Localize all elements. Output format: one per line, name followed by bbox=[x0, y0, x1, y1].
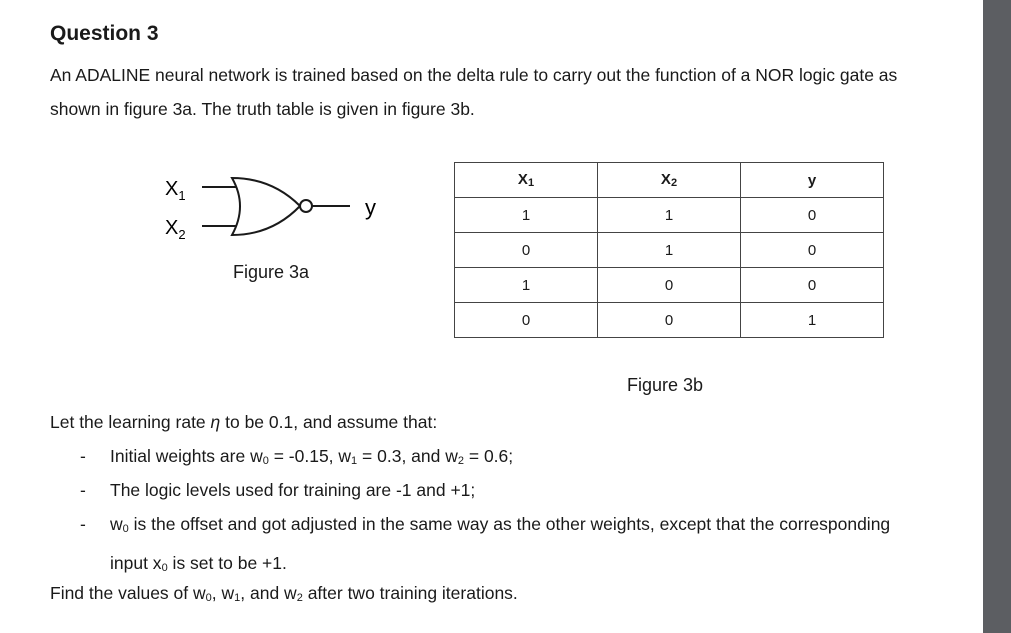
intro-paragraph: An ADALINE neural network is trained based on the delta rule to carry out the function of a NOR logic gate as shown in figure 3a. The truth table is given in figure 3b. bbox=[50, 65, 898, 119]
bullet-dash: - bbox=[80, 514, 86, 534]
table-cell: 1 bbox=[455, 268, 598, 303]
gate-input1-label: $X_1$ bbox=[165, 178, 186, 203]
gate-output-label: y bbox=[365, 195, 376, 220]
truth-table bbox=[454, 162, 884, 338]
truth-table-header-row bbox=[455, 163, 884, 198]
table-cell: 0 bbox=[598, 268, 741, 303]
table-row bbox=[455, 268, 884, 303]
gate-input2-label: $X_2$ bbox=[165, 217, 186, 242]
learning-rate-paragraph: Let the learning rate η to be 0.1, and assume that: bbox=[50, 412, 438, 432]
table-row bbox=[455, 233, 884, 268]
table-cell: 0 bbox=[598, 303, 741, 338]
figure-3b-caption: Figure 3b bbox=[627, 375, 704, 395]
table-cell: 0 bbox=[741, 268, 884, 303]
header-y: y bbox=[741, 163, 884, 198]
logic-levels-text: The logic levels used for training are -1 and +1; bbox=[110, 480, 476, 500]
table-cell: 1 bbox=[741, 303, 884, 338]
table-cell: 0 bbox=[455, 303, 598, 338]
question-title: Question 3 bbox=[50, 22, 159, 45]
bullet-dash: - bbox=[80, 480, 86, 500]
offset-text: $w_0$ is the offset and got adjusted in the same way as the other weights, except that the corresponding input $x_0$ is set to be +1. bbox=[110, 514, 891, 574]
eta-symbol: η bbox=[210, 412, 221, 432]
vertical-scrollbar[interactable] bbox=[983, 0, 1011, 633]
nor-gate-figure bbox=[150, 160, 400, 250]
table-cell: 0 bbox=[455, 233, 598, 268]
table-row bbox=[455, 198, 884, 233]
table-cell: 1 bbox=[455, 198, 598, 233]
header-x1: $X_1$ bbox=[455, 163, 598, 198]
table-row bbox=[455, 303, 884, 338]
table-cell: 0 bbox=[741, 198, 884, 233]
header-x2: $X_2$ bbox=[598, 163, 741, 198]
final-question-paragraph: Find the values of $w_0$, $w_1$, and $w_2$ after two training iterations. bbox=[50, 583, 518, 604]
figure-3a-caption: Figure 3a bbox=[233, 262, 310, 282]
bullet-dash: - bbox=[80, 446, 86, 466]
table-cell: 1 bbox=[598, 198, 741, 233]
nor-gate-icon bbox=[202, 178, 350, 235]
table-cell: 1 bbox=[598, 233, 741, 268]
table-cell: 0 bbox=[741, 233, 884, 268]
initial-weights-text: Initial weights are $w_0 = -0.15$, $w_1 = 0.3$, and $w_2 = 0.6$; bbox=[110, 446, 514, 467]
